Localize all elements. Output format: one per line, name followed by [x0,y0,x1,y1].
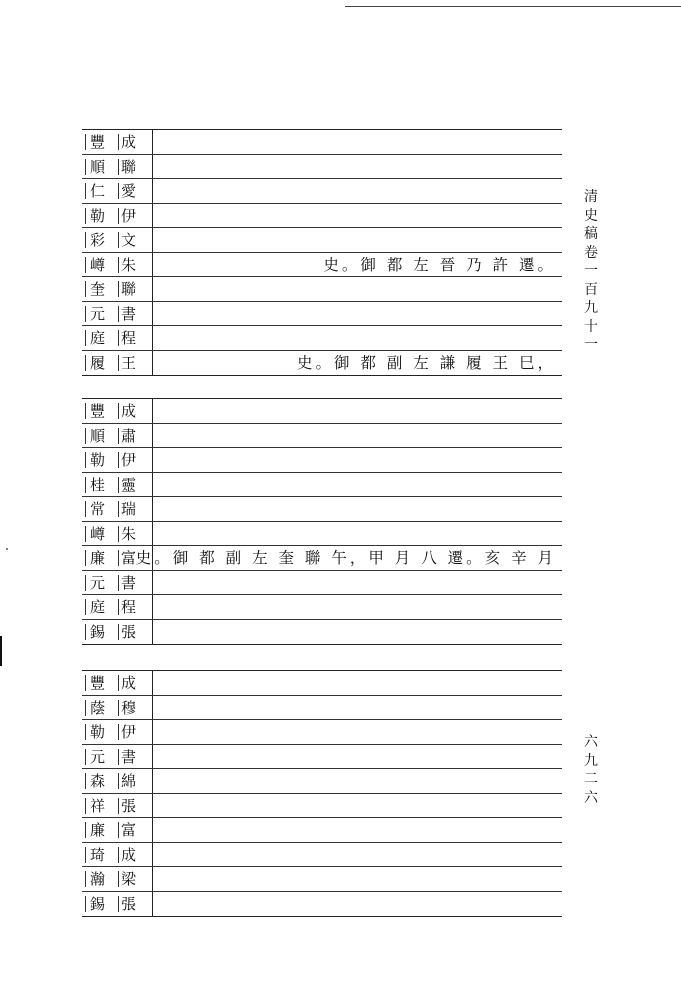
table-block [82,670,562,917]
official-name [84,524,150,544]
official-name [84,869,150,889]
scan-speck [6,548,8,550]
official-name [84,304,150,324]
name-char: 履 [84,353,117,373]
name-char: 豐 [84,132,117,152]
official-name [84,401,150,421]
table-row [82,546,562,571]
name-char: 瀚 [84,869,117,889]
official-name [84,845,150,865]
name-char: 奎 [84,279,117,299]
name-char: 書 [117,747,150,767]
official-name [84,622,150,642]
official-name [84,255,150,275]
name-char: 嶟 [84,255,117,275]
table-row [82,302,562,327]
official-name [84,426,150,446]
table-row [82,720,562,745]
official-name [84,722,150,742]
name-char: 富 [117,548,150,568]
name-char: 常 [84,499,117,519]
official-name [84,820,150,840]
table-row [82,448,562,473]
table-row [82,326,562,351]
name-char: 勒 [84,722,117,742]
table-row [82,696,562,721]
official-name [84,894,150,914]
table-row [82,620,562,645]
official-name [84,328,150,348]
name-char: 成 [117,401,150,421]
name-char: 豐 [84,401,117,421]
name-char: 富 [117,820,150,840]
side-char: 一 [584,263,598,279]
official-name [84,450,150,470]
name-char: 肅 [117,426,150,446]
side-char: 九 [584,300,598,316]
official-name [84,597,150,617]
table-row [82,818,562,843]
table-row [82,155,562,180]
official-name [84,230,150,250]
side-char: 六 [584,734,598,750]
side-char: 十 [584,318,598,335]
name-char: 元 [84,573,117,593]
name-char: 廉 [84,820,117,840]
name-char: 愛 [117,181,150,201]
official-name [84,573,150,593]
name-char: 琦 [84,845,117,865]
name-char: 朱 [117,255,150,275]
name-char: 張 [117,796,150,816]
name-char: 張 [117,622,150,642]
name-char: 森 [84,771,117,791]
name-char: 勒 [84,450,117,470]
scan-edge-mark [0,636,2,666]
top-rule [345,6,681,7]
name-char: 伊 [117,722,150,742]
official-name [84,747,150,767]
name-char: 廉 [84,548,117,568]
name-char: 元 [84,304,117,324]
name-char: 嶟 [84,524,117,544]
name-char: 朱 [117,524,150,544]
official-name [84,181,150,201]
official-name [84,796,150,816]
table-row [82,253,562,278]
name-char: 桂 [84,475,117,495]
side-char: 卷 [584,244,598,261]
name-char: 王 [117,353,150,373]
official-name [84,157,150,177]
name-char: 庭 [84,597,117,617]
table-row [82,204,562,229]
table-row [82,769,562,794]
name-char: 程 [117,597,150,617]
name-char: 錫 [84,622,117,642]
chapter-title [582,188,600,355]
name-char: 祥 [84,796,117,816]
table-row [82,228,562,253]
event-text: 史。御 都 副 左 謙 履 王 巳， [297,353,556,372]
name-char: 靈 [117,475,150,495]
side-char: 九 [584,752,598,769]
table-row [82,130,562,155]
official-name [84,698,150,718]
name-char: 綿 [117,771,150,791]
table-row [82,497,562,522]
name-char: 文 [117,230,150,250]
name-char: 仁 [84,181,117,201]
table-row [82,399,562,424]
name-char: 書 [117,573,150,593]
page-number [582,733,600,807]
name-char: 瑞 [117,499,150,519]
name-char: 勒 [84,206,117,226]
name-char: 梁 [117,869,150,889]
official-name [84,279,150,299]
side-char: 史 [584,207,598,224]
side-char: 二 [584,771,598,787]
table-row [82,794,562,819]
name-char: 錫 [84,894,117,914]
name-char: 庭 [84,328,117,348]
table-row [82,595,562,620]
name-char: 程 [117,328,150,348]
name-char: 元 [84,747,117,767]
table-row [82,745,562,770]
side-char: 百 [584,281,598,298]
official-name [84,132,150,152]
table-row [82,179,562,204]
official-name [84,771,150,791]
side-char: 一 [584,337,598,353]
name-char: 成 [117,845,150,865]
official-name [84,499,150,519]
name-char: 豐 [84,673,117,693]
side-char: 六 [584,789,598,806]
table-row [82,351,562,376]
official-name [84,475,150,495]
table-block [82,129,562,376]
name-char: 成 [117,673,150,693]
table-row [82,671,562,696]
name-char: 蔭 [84,698,117,718]
name-char: 聯 [117,157,150,177]
table-block [82,398,562,645]
table-row [82,522,562,547]
official-name [84,353,150,373]
side-char: 稿 [584,226,598,242]
side-char: 清 [584,189,598,205]
table-row [82,571,562,596]
table-row [82,843,562,868]
name-char: 穆 [117,698,150,718]
name-char: 伊 [117,206,150,226]
name-char: 聯 [117,279,150,299]
table-row [82,277,562,302]
official-name [84,206,150,226]
name-char: 張 [117,894,150,914]
name-char: 書 [117,304,150,324]
name-char: 順 [84,157,117,177]
table-row [82,867,562,892]
name-char: 彩 [84,230,117,250]
table-row [82,892,562,917]
event-text: 史。御 都 副 左 奎 聯 午，甲 月 八 遷。亥 辛 月 [135,549,556,567]
table-row [82,473,562,498]
table-row [82,424,562,449]
name-char: 成 [117,132,150,152]
name-char: 順 [84,426,117,446]
name-char: 伊 [117,450,150,470]
event-text: 史。御 都 左 晉 乃 許 遷。 [323,255,556,274]
official-name [84,673,150,693]
